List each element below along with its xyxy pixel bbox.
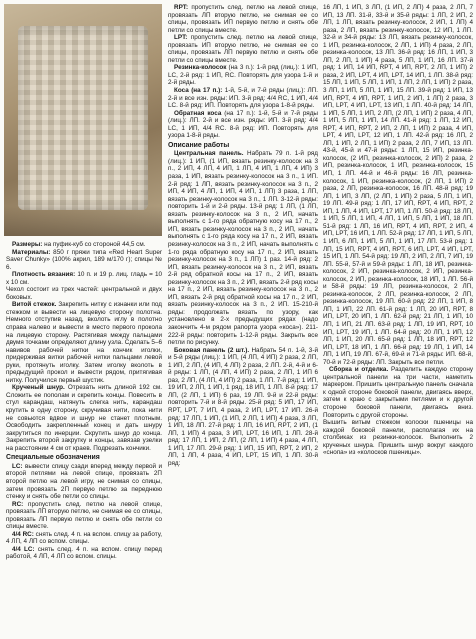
paragraph-text: пропустить след. петлю на левой спице, провязать ЛП вторую петлю, не снимая ее со спицы, провязать ЛП первую петлю и снять обе петли со спицы вместе.	[6, 500, 162, 531]
paragraph-label: Боковая панель (2 шт.).	[174, 346, 250, 354]
paragraph-text: Закрепить нитку с изнанки или под стежком и вывести на лицевую сторону полотна. Немного отступив назад, вколоть иглу в полотно справа налево и вывести в место первого прокола на лицевую сторону. Растягивая между пальцами двумя точками определяют длину узла. Сделать 5–6 навивов рабочей нитки на кончик иголки, придерживая витки рабочей нитки пальцами левой руки, протянуть иголку. Затем иголку вколоть в предыдущий прокол и вывести рядом, притягивая нитку. Получился первый шустик.	[6, 301, 162, 384]
paragraph-text: Вышить витым стежком колоски пшеницы на каждой боковой панели, располагая их на столбиках из резинки-колосок. Выполнить 2 крученых шнура. Пришить шнур вокруг каждого «снопа» из «колосков пшеницы».	[323, 419, 473, 457]
text-paragraph	[168, 87, 318, 110]
paragraph-text: Отрезать нить длиной 192 см. Сложить ее пополам и скрепить концы. Повесить в стул карандаш, натянуть слегка нить, карандаш крутить в одну сторону, скручивая нити, пока нити не совьются вдвое и шнур не станет плотным. Освободить закрепленный конец и дать шнуру закрутиться по инерции. Скрутить шнур до конца. Закрепить второй закрутку и концы, завязав узелки на расстоянии 4 см от краев. Подрезать кончики.	[6, 384, 162, 452]
paragraph-text: Набрать 54 п. 1-й, 3-й и 5-й ряды (лиц.): 1 ИП, (4 ЛП, 4 ИП) 2 раза, 2 ЛП, 1 ИП, 2 ЛП, (4 ИП, 4 ЛП) 2 раза, 2 ЛП. 2-й, 4-й и 6-й ряды: 1 ЛП, (4 ЛП, 4 ИП) 2 раза, 2 ЛП, 1 ИП 6 раз, 2 ЛП, (4 ЛП, 4 ИП) 2 раза, 1 ЛП. 7-й ряд: 1 ИП, 19 ИП, 2 ЛП, 1 ИП, 1 ряд, 18 ИП, 1 ЛП. 8-й ряд: 17 ЛП, (2 ЛП, 1 ИП) 6 раз, 19 ЛП. 9-й и 22-й ряды: повторить 7-й и 8-й ряды. 25-й ряд: 5 ИП, 17 ИП, RPT, LPT, 7 ИП, 4 раза, 2 ИП, LPT, 17 ИП. 26-й ряд: 17 ЛП, 1 ИП, (1 ИП, 2 ЛП, 1 ИП) 4 раза, 3 ЛП, 1 ИП, 18 ЛП. 27-й ряд: 1 ЛП, 16 ИП, RPT, 2 ИП, (1 ЛП, 1 ИП) 4 раза, 3 ИП, LPT, 16 ИП, 1 ЛП. 28-й ряд: 17 ЛП, 1 ИП, 2 ЛП, (2 ЛП, 1 ИП) 4 раза, 4 ЛП, 1 ИП, 17 ЛП. 29-й ряд: 1 ИП, 15 ИП, RPT, 2 ИП, 2 ЛП, 1 ЛП, 4 раза, 4 ИП, LPT, 15 ИП, 1 ЛП. 30-й ряд:	[168, 346, 318, 467]
paragraph-label: 4/4 LC:	[12, 545, 35, 553]
paragraph-text: Разделить каждую сторону центральной панели на три части, наметить маркером. Пришить центральную панель сначала к одной стороне боковой панели, двигаясь вверх, затем к краю с закрытыми петлями и к другой стороне боковой панели, двигаясь вниз. Повторить с другой стороны.	[323, 366, 473, 419]
paragraph-text: (на 17 п.): 1-й, 5-й и 7-й ряды (лиц.): ЛП. 2-й и все изн. ряды: ИП. 3-й ряд: 4/4 LC, 1 ИП, 4/4 RC. 8-й ряд: ИП. Повторять для узора 1-8-й ряды.	[168, 109, 318, 140]
text-paragraph	[323, 366, 473, 419]
text-paragraph	[168, 110, 318, 140]
paragraph-label: LPT:	[174, 34, 188, 42]
paragraph-label: Размеры:	[12, 241, 43, 248]
text-paragraph	[6, 286, 162, 301]
paragraph-label: Резинка-колосок	[174, 64, 227, 72]
paragraph-label: RC:	[12, 500, 24, 508]
paragraph-text: пропустить след. петлю на левой спице, провязать ЛП вторую петлю, не снимая ее со спицы, провязать ИП первую петлю и снять обе петли со спицы вместе.	[168, 4, 318, 34]
text-paragraph	[6, 241, 162, 249]
paragraph-text: снять след. 4 п. на вспом. спицу за работу, 4 ЛП, 4 ЛП со вспом. спицы.	[6, 530, 162, 546]
paragraph-label: Крученый шнур.	[12, 384, 65, 392]
text-paragraph	[6, 271, 162, 286]
paragraph-label: Центральная панель.	[174, 150, 244, 158]
column-left	[6, 241, 162, 561]
text-paragraph	[6, 546, 162, 561]
paragraph-text: на пуфик-куб со стороной 44,5 см.	[42, 241, 146, 248]
paragraph-text: снять след. 4 п. на вспом. спицу перед работой, 4 ЛП, 4 ЛП со вспом. спицы.	[6, 545, 162, 561]
text-paragraph	[168, 64, 318, 87]
paragraph-text: Набрать 79 п. 1-й ряд (лиц.): 1 ИП, (1 ИП, вязать резинку-колосок на 3 п., 2 ИП, 4 ЛП, 4 ИП, 1 ЛП, 4 ИП, 1 ЛП, 4 ИП) 3 раза, 1 ИП, вязать резинку-колосок на 3 п., 1 ИП. 2-й ряд: 1 ЛП, вязать резинку-колосок на 3 п., 2 ИП, 4 ИП, 4 ЛП, 1 ИП, 4 ИП, 1 ЛП) 3 раза, 1 ЛП, вязать резинку-колосок на 3 п., 1 ЛП. 3-12-й ряды: повторить 1-й и 2-й ряды. 13-й ряд: 1 ЛП, (1 ЛП, вязать резинку-колосок на 3 п., 2 ИП, начать выполнять с 1-го ряда обратную косу на 17 п., 2 ИП, вязать резинку-колосок на 3 п., 2 ИП, начать выполнять с 1-го ряда косу на 17 п., 2 ИП, вязать резинку-колосок на 3 п., 2 ИП, начать выполнять с 1-го ряда обратную косу на 17 п., 2 ИП, вязать резинку-колосок на 3 п., 1 ЛП) 1 раз. 14-й ряд: 2 ИП, вязать резинку-колосок на 3 п., 2 ИП, вязать 2-й ряд обратной косы на 17 п., 2 ИП, вязать резинку-колосок на 3 п., 2 ИП, вязать 2-й ряд косы на 17 п., 2 ИП, вязать резинку-колосок на 3 п., 2 ИП, вязать 2-й ряд обратной косы на 17 п., 2 ИП, вязать резинку-колосок на 3 п., 2 ИП. 15-210-й ряды: продолжать вязать по узору, как установлено в 2-х предыдущих рядах (надо закончить 4-м рядом рапорта узора «коса»). 211-222-й ряды: повторить 1-12-й ряды. Закрыть все петли по рисунку.	[168, 150, 319, 347]
text-paragraph	[6, 463, 162, 501]
paragraph-text: 16 ЛП, 1 ИП, 3 ЛП, (1 ИП, 2 ЛП) 4 раза, 2 ЛП, 7 ИП, 13 ЛП. 31-й, 33-й и 35-й ряды: 1 ЛП, 2 ИП, 2 ЛП, 1 ЛП, вязать резинку-колосок, 2 ИП, 1 ЛП) 4 раза, 2 ЛП, вязать резинку-колосок, 12 ИП, 1 ЛП. 32-й и 34-й ряды: 13 ЛП, вязать резинку-колосок, 1 ИП, резинка-колосок, 2 ЛП, 1 ИП) 4 раза, 2 ЛП, резинка-колосок, 13 ЛП. 36-й ряд: 16 ЛП, 1 ИП, 3 ЛП, 2 ЛП, 1 ИП) 4 раза, 5 ЛП, 1 ИП, 16 ЛП. 37-й ряд: 1 ИП, 14 ИП, RPT, 4 ИП, RPT, 2 ЛП, 1 ИП) 2 раза, 2 ИП, LPT, 4 ИП, LPT, 14 ИП, 1 ЛП. 38-й ряд: 15 ЛП, 1 ИП, 5 ЛП, 1 ИП, 1 ЛП, 2 ЛП, 1 ИП) 2 раза, 3 ЛП, 1 ИП, 5 ЛП, 1 ИП, 15 ЛП. 39-й ряд: 1 ИП, 13 ИП, RPT, 4 ИП, RPT, 1 ИП, 2 ИП, 1 ЛП) 2 раза, 3 ИП, LPT, 4 ИП, LPT, 13 ИП, 1 ЛП. 40-й ряд: 14 ЛП, 1 ИП, 5 ЛП, 1 ИП, 2 ЛП, (2 ЛП, 1 ИП) 2 раза, 4 ЛП, 1 ИП, 5 ЛП, 1 ИП, 14 ЛП. 41-й ряд: 1 ЛП, 12 ИП, RPT, 4 ИП, RPT, 2 ИП, 2 ЛП, 1 ИП) 2 раза, 4 ИП, LPT, 4 ИП, LPT, 12 ИП, 1 ЛП. 42-й ряд: 16 ЛП, 2 ЛП, 1 ИП, 2 ЛП, 1 ИП) 2 раза, 2 ЛП, 7 ИП, 13 ЛП. 43-й, 45-й и 47-й ряды: 1 ЛП, 15 ИП, резинка-колосок, (2 ИП, резинка-колосок, 2 ИП) 2 раза, 2 ИП, резинка-колосок, 1 ИП, резинка-колосок, 15 ИП, 1 ЛП. 44-й и 46-й ряды: 16 ЛП, резинка-колосок, 1 ИП, резинка-колосок, (2 ЛП, 1 ИП) 2 раза, 2 ЛП, резинка-колосок, 16 ЛП. 48-й ряд: 19 ЛП, 1 ИП, 3 ЛП, (2 ЛП, 1 ИП) 2 раза, 5 ЛП, 1 ИП, 19 ЛП. 49-й ряд: 1 ЛП, 17 ИП, RPT, 4 ИП, RPT, 2 ИП, 1 ЛП, 4 ИП, LPT, 17 ИП, 1 ЛП. 50-й ряд: 18 ЛП, 1 ИП, 5 ЛП, 1 ИП, 4 ЛП, 1 ИП, 5 ЛП, 1 ИП, 18 ЛП. 51-й ряд: 1 ЛП, 16 ИП, RPT, 4 ИП, RPT, 2 ИП, 4 ИП, LPT, 16 ИП, 1 ЛП. 52-й ряд: 17 ЛП, 1 ИП, 5 ЛП, 1 ИП, 6 ЛП, 1 ИП, 5 ЛП, 1 ИП, 17 ЛП. 53-й ряд: 1 ЛП, 15 ИП, RPT, 4 ИП, RPT, 6 ИП, LPT, 4 ИП, LPT, 15 ИП, 1 ЛП. 54-й ряд: 19 ЛП, 2 ИП, 2 ЛП, 7 ИП, 19 ЛП. 55-й, 57-й и 59-й ряды: 1 ЛП, 18 ИП, резинка-колосок, 2 ИП, резинка-колосок, 2 ИП, резинка-колосок, 2 ИП, резинка-колосок, 18 ИП, 1 ЛП. 56-й и 58-й ряды: 19 ЛП, резинка-колосок, 2 ЛП, резинка-колосок, 2 ЛП, резинка-колосок, 2 ЛП, резинка-колосок, 19 ЛП. 60-й ряд: 22 ЛП, 1 ИП, 8 ЛП, 1 ИП, 22 ЛП. 61-й ряд: 1 ЛП, 20 ИП, RPT, 8 ИП, LPT, 20 ИП, 1 ЛП. 62-й ряд: 21 ЛП, 1 ИП, 10 ЛП, 1 ИП, 21 ЛП. 63-й ряд: 1 ЛП, 19 ИП, RPT, 10 ИП, LPT, 19 ИП, 1 ЛП. 64-й ряд: 20 ЛП, 1 ИП, 12 ЛП, 1 ИП, 20 ЛП. 65-й ряд: 1 ЛП, 18 ИП, RPT, 12 ИП, LPT, 18 ИП, 1 ЛП. 66-й ряд: 19 ЛП, 1 ИП, 14 ЛП, 1 ИП, 19 ЛП. 67-й, 69-й и 71-й ряды: ИП. 68-й, 70-й и 72-й ряды: ЛП. Закрыть все петли.	[323, 4, 473, 366]
text-paragraph	[168, 347, 318, 468]
text-paragraph	[6, 501, 162, 531]
photo-shadow	[4, 206, 162, 236]
paragraph-text: 850 г пряжи типа «Red Heart Super Saver Chunky» (100% акрил, 189 м/170 г); спицы № 6.	[6, 248, 162, 271]
text-paragraph	[323, 419, 473, 457]
paragraph-label: Витой стежок.	[12, 301, 57, 309]
text-paragraph	[323, 4, 473, 366]
paragraph-label: Материалы:	[12, 248, 51, 256]
paragraph-label: RPT:	[174, 4, 189, 11]
paragraph-label: Обратная коса	[174, 109, 222, 117]
paragraph-label: Плотность вязания:	[12, 271, 76, 279]
section-heading: Специальные обозначения	[6, 454, 100, 462]
paragraph-text: вывести спицу сзади вперед между первой и второй петлями на левой спице, провязать 2П второй петлю на левой игру, не снимая со спицы, затем провязать 2П первую петлю за переднюю стенку и снять обе петли со спицы.	[6, 462, 162, 501]
paragraph-text: 10 п. и 19 р. лиц. гладь = 10 х 10 см.	[6, 271, 162, 286]
text-paragraph	[6, 249, 162, 272]
text-paragraph	[168, 4, 318, 34]
paragraph-label: Сборка и отделка.	[329, 366, 389, 374]
knitted-cube-image	[18, 26, 148, 210]
text-paragraph	[168, 150, 318, 346]
paragraph-text: 1-й, 5-й, и 7-й ряды (лиц.): ЛП. 2-й и все изн. ряды: ИП. 3-й ряд: 4/4 RC, 1 ИП, 4/4 LC. 8-й ряд: ИП. Повторять для узора 1-8-й ряды.	[168, 87, 318, 110]
paragraph-text: пропустить след. петлю на левой спице, провязать ИП вторую петлю, не снимая ее со спицы, провязать ЛП первую петлю и снять обе петли со спицы вместе.	[168, 34, 318, 64]
column-right	[323, 4, 473, 457]
paragraph-text: (на 3 п.): 1-й ряд (лиц.): 1 ИП, LC, 2-й ряд: 1 ИП, RC. Повторять для узора 1-й и 2-й ряды.	[168, 64, 318, 87]
column-middle	[168, 4, 318, 467]
pouf-photo	[4, 4, 162, 236]
text-paragraph	[6, 384, 162, 452]
paragraph-label: 4/4 RC:	[12, 530, 34, 538]
paragraph-label: Коса (на 17 п.):	[174, 87, 223, 95]
text-paragraph	[6, 301, 162, 384]
paragraph-text: Чехол состоит из трех частей: центральной и двух боковых.	[6, 286, 162, 301]
section-heading: Описание работы	[168, 141, 230, 149]
text-paragraph	[6, 531, 162, 546]
paragraph-label: LC:	[12, 462, 23, 470]
text-paragraph	[168, 34, 318, 64]
